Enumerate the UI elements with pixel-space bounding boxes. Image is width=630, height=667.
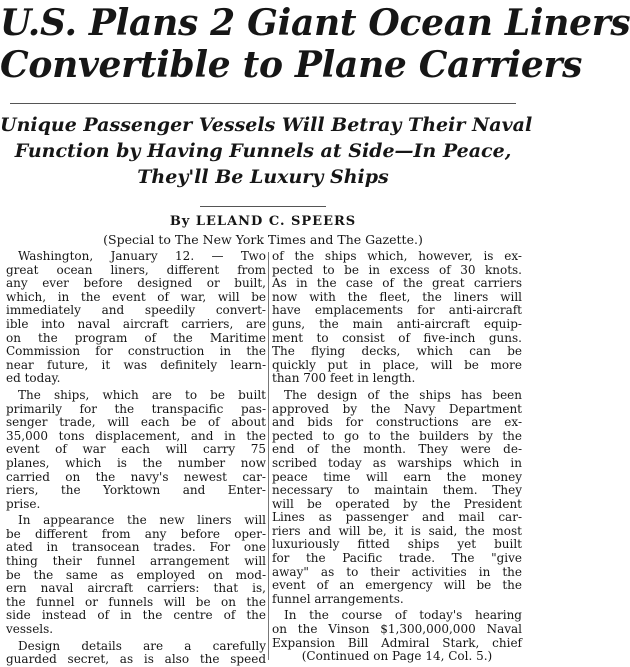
text-line: event of an emergency will be the [272,578,522,593]
text-line: vessels. [6,622,54,637]
text-line: immediately and speedily convert- [6,303,266,318]
text-line: be the same as employed on mod- [6,567,266,582]
text-line: for the Pacific trade. The "give [272,551,522,566]
text-line: Expansion Bill Admiral Stark, chief [272,635,522,650]
text-line: prise. [6,496,41,511]
text-line: riers and will be, it is said, the most [272,523,522,538]
article-column-left [6,250,266,667]
text-line: guns, the main anti-aircraft equip- [272,316,522,331]
text-line: and bids for constructions are ex- [272,415,522,430]
text-line: The ships, which are to be built [18,387,266,402]
text-line: ern naval aircraft carriers: that is, [6,581,266,596]
text-line: away" as to their activities in the [272,564,522,579]
headline [0,0,630,86]
headline-rule [10,103,516,104]
text-line: carried on the navy's newest car- [6,469,266,484]
text-line: event of war each will carry 75 [6,442,266,457]
text-line: ed today. [6,371,61,386]
subheadline [0,112,533,190]
text-line: guarded secret, as is also the speed [6,652,266,667]
headline-line: Convertible to Plane Carriers [0,44,583,86]
text-line: thing their funnel arrangement will [6,554,266,569]
text-line: Commission for construction in the [6,344,266,359]
text-line: quickly put in place, will be more [272,357,522,372]
text-line: end of the month. They were de- [272,442,522,457]
text-line: Lines as passenger and mail car- [272,510,522,525]
headline-line: U.S. Plans 2 Giant Ocean Liners [0,2,630,44]
text-line: Washington, January 12. — Two [18,249,266,263]
text-line: any ever before designed or built, [6,276,266,291]
column-divider [268,252,269,660]
text-line: ible into naval aircraft carriers, are [6,316,266,331]
continued-note: (Continued on Page 14, Col. 5.) [301,649,493,664]
subheadline-line: They'll Be Luxury Ships [137,166,389,188]
text-line: on the Vinson $1,300,000,000 Naval [272,622,522,637]
byline-rule [200,206,326,207]
text-line: than 700 feet in length. [272,371,416,386]
text-line: In appearance the new liners will [18,513,266,528]
text-line: ment to consist of five-inch guns. [272,330,522,345]
text-line: primarily for the transpacific pas- [6,401,266,416]
text-line: which, in the event of war, will be [6,289,266,304]
text-line: approved by the Navy Department [272,401,522,416]
text-line: now with the fleet, the liners will [272,289,522,304]
text-line: necessary to maintain them. They [272,483,522,498]
text-line: on the program of the Maritime [6,330,266,345]
text-line: The design of the ships has been [284,387,522,402]
article-column-right [272,250,522,664]
text-line: side instead of in the centre of the [6,608,266,623]
text-line: planes, which is the number now [6,455,266,470]
text-line: near future, it was definitely learn- [6,357,266,372]
special-credit: (Special to The New York Times and The Gazette.) [103,232,423,247]
byline: By LELAND C. SPEERS [169,214,357,229]
text-line: have emplacements for anti-aircraft [272,303,522,318]
text-line: be different from any before oper- [6,526,266,541]
text-line: 35,000 tons displacement, and in the [6,428,266,443]
text-line: pected to be in excess of 30 knots. [272,262,522,277]
text-line: funnel arrangements. [272,591,404,606]
text-line: pected to go to the builders by the [272,428,522,443]
text-line: peace time will earn the money [272,469,522,484]
text-line: great ocean liners, different from [6,262,266,277]
text-line: As in the case of the great carriers [272,276,522,291]
text-line: luxuriously fitted ships yet built [272,537,522,552]
subheadline-line: Unique Passenger Vessels Will Betray Their Naval [0,114,533,136]
subheadline-line: Function by Having Funnels at Side—In Peace, [14,140,512,162]
text-line: ated in transocean trades. For one [6,540,266,555]
text-line: senger trade, will each be of about [6,415,266,430]
text-line: Design details are a carefully [18,638,266,653]
text-line: The flying decks, which can be [272,344,522,359]
text-line: the funnel or funnels will be on the [6,594,266,609]
text-line: scribed today as warships which in [272,455,522,470]
text-line: riers, the Yorktown and Enter- [6,483,266,498]
text-line: In the course of today's hearing [284,608,522,623]
text-line: of the ships which, however, is ex- [272,249,522,263]
text-line: will be operated by the President [272,496,522,511]
